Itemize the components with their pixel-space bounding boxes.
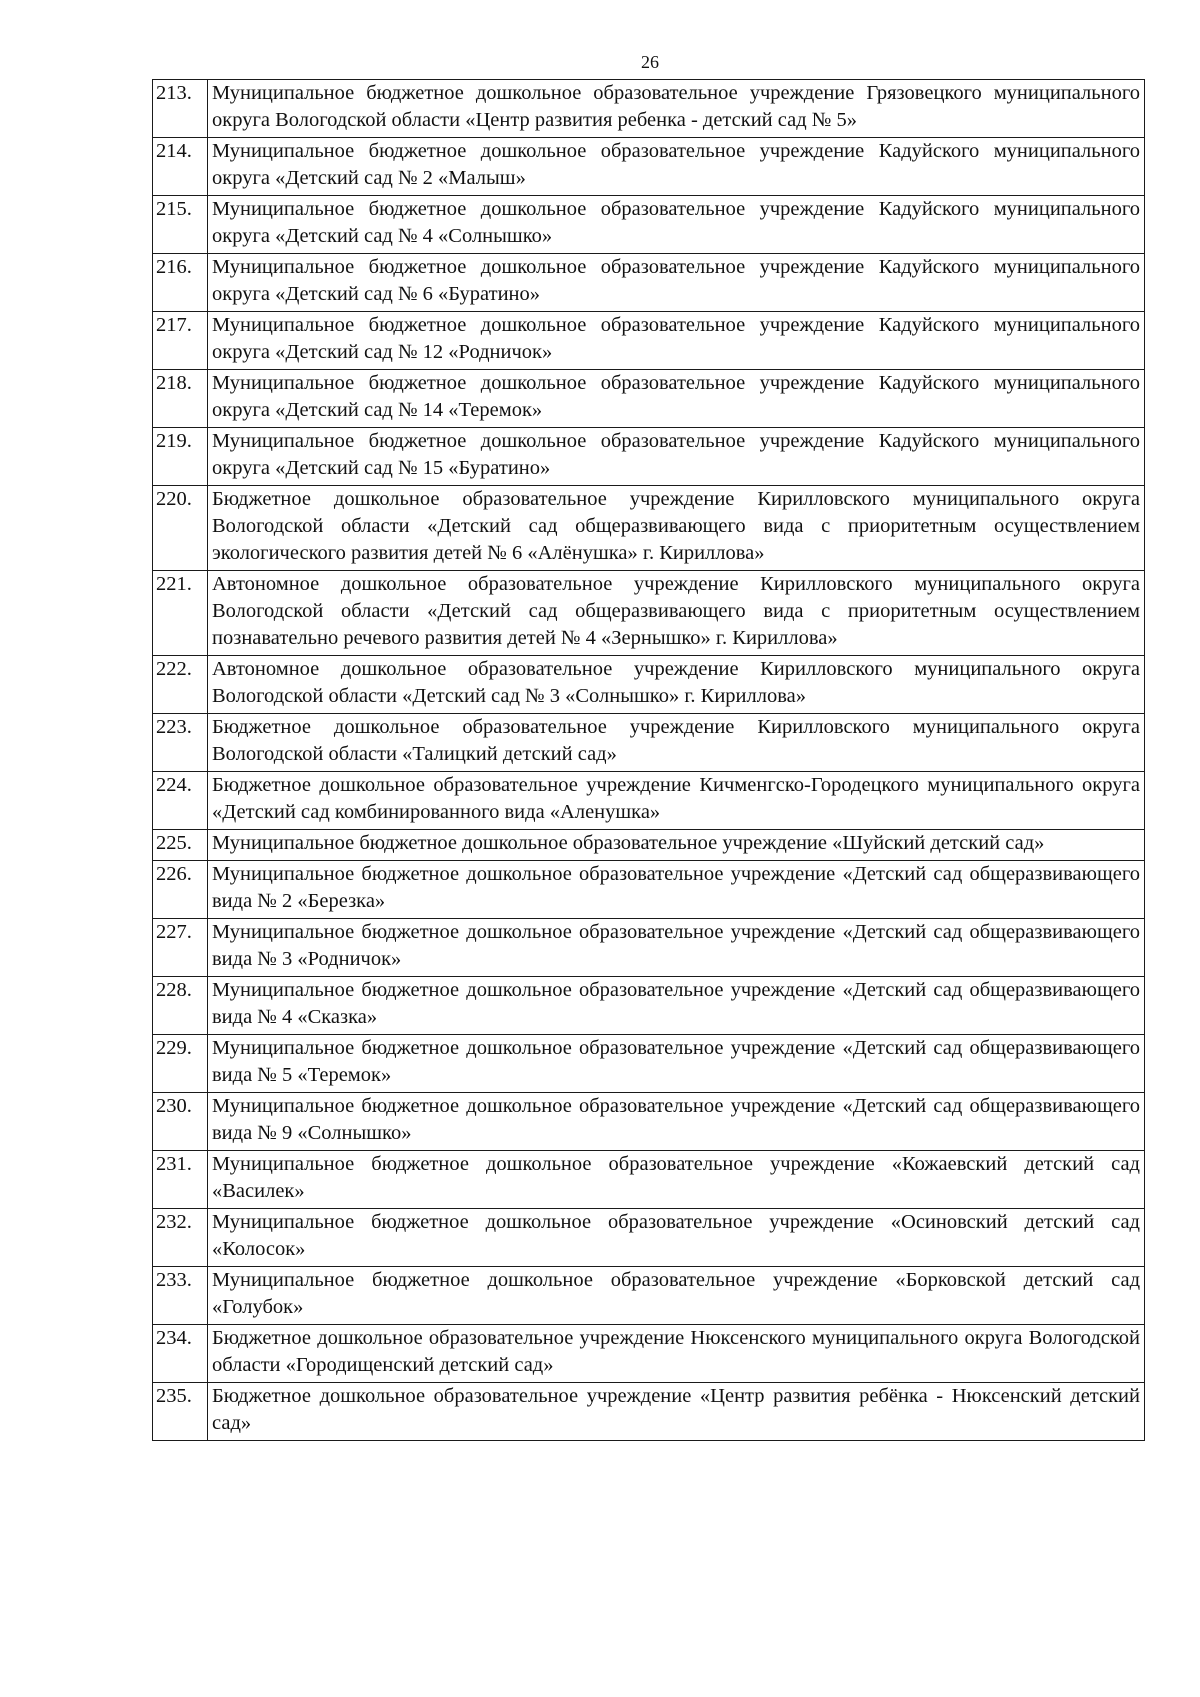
table-row [153, 919, 1145, 977]
institution-name: Бюджетное дошкольное образовательное учреждение Кирилловского муниципального округа Вологодской области «Детский сад общеразвивающего вида с приоритетным осуществлением экологического развития детей № 6 «Алёнушка» г. Кириллова» [208, 486, 1145, 571]
institution-name: Муниципальное бюджетное дошкольное образовательное учреждение Кадуйского муниципального округа «Детский сад № 12 «Родничок» [208, 312, 1145, 370]
table-row [153, 1093, 1145, 1151]
row-number: 220. [153, 486, 208, 571]
row-number: 219. [153, 428, 208, 486]
institution-name: Муниципальное бюджетное дошкольное образовательное учреждение Кадуйского муниципального округа «Детский сад № 15 «Буратино» [208, 428, 1145, 486]
row-number: 228. [153, 977, 208, 1035]
table-row [153, 80, 1145, 138]
row-number: 216. [153, 254, 208, 312]
row-number: 235. [153, 1383, 208, 1441]
table-row [153, 1035, 1145, 1093]
table-row [153, 1209, 1145, 1267]
table-row [153, 428, 1145, 486]
institution-name: Муниципальное бюджетное дошкольное образовательное учреждение «Детский сад общеразвивающего вида № 3 «Родничок» [208, 919, 1145, 977]
institution-name: Муниципальное бюджетное дошкольное образовательное учреждение «Детский сад общеразвивающего вида № 9 «Солнышко» [208, 1093, 1145, 1151]
table-row [153, 656, 1145, 714]
row-number: 232. [153, 1209, 208, 1267]
institution-name: Муниципальное бюджетное дошкольное образовательное учреждение Кадуйского муниципального округа «Детский сад № 4 «Солнышко» [208, 196, 1145, 254]
table-row [153, 571, 1145, 656]
row-number: 229. [153, 1035, 208, 1093]
row-number: 218. [153, 370, 208, 428]
row-number: 213. [153, 80, 208, 138]
institution-name: Муниципальное бюджетное дошкольное образовательное учреждение Грязовецкого муниципального округа Вологодской области «Центр развития ребенка - детский сад № 5» [208, 80, 1145, 138]
table-row [153, 138, 1145, 196]
row-number: 227. [153, 919, 208, 977]
table-row [153, 714, 1145, 772]
institution-name: Муниципальное бюджетное дошкольное образовательное учреждение «Кожаевский детский сад «Василек» [208, 1151, 1145, 1209]
row-number: 223. [153, 714, 208, 772]
table-row [153, 1267, 1145, 1325]
page-number: 26 [641, 52, 659, 72]
table-row [153, 312, 1145, 370]
institution-name: Муниципальное бюджетное дошкольное образовательное учреждение «Осиновский детский сад «Колосок» [208, 1209, 1145, 1267]
institution-name: Муниципальное бюджетное дошкольное образовательное учреждение «Детский сад общеразвивающего вида № 5 «Теремок» [208, 1035, 1145, 1093]
table-row [153, 1383, 1145, 1441]
table-row [153, 861, 1145, 919]
row-number: 224. [153, 772, 208, 830]
row-number: 222. [153, 656, 208, 714]
row-number: 234. [153, 1325, 208, 1383]
table-row [153, 254, 1145, 312]
institution-name: Бюджетное дошкольное образовательное учреждение Нюксенского муниципального округа Вологодской области «Городищенский детский сад» [208, 1325, 1145, 1383]
table-row [153, 977, 1145, 1035]
institution-name: Муниципальное бюджетное дошкольное образовательное учреждение «Шуйский детский сад» [208, 830, 1145, 861]
row-number: 214. [153, 138, 208, 196]
table-row [153, 486, 1145, 571]
institution-name: Муниципальное бюджетное дошкольное образовательное учреждение Кадуйского муниципального округа «Детский сад № 2 «Малыш» [208, 138, 1145, 196]
table-row [153, 1325, 1145, 1383]
institution-name: Муниципальное бюджетное дошкольное образовательное учреждение «Борковской детский сад «Голубок» [208, 1267, 1145, 1325]
row-number: 215. [153, 196, 208, 254]
institution-name: Муниципальное бюджетное дошкольное образовательное учреждение «Детский сад общеразвивающего вида № 2 «Березка» [208, 861, 1145, 919]
institution-name: Муниципальное бюджетное дошкольное образовательное учреждение «Детский сад общеразвивающего вида № 4 «Сказка» [208, 977, 1145, 1035]
row-number: 225. [153, 830, 208, 861]
institution-name: Муниципальное бюджетное дошкольное образовательное учреждение Кадуйского муниципального округа «Детский сад № 6 «Буратино» [208, 254, 1145, 312]
table-row [153, 1151, 1145, 1209]
row-number: 226. [153, 861, 208, 919]
institution-name: Бюджетное дошкольное образовательное учреждение Кичменгско-Городецкого муниципального округа «Детский сад комбинированного вида «Аленушка» [208, 772, 1145, 830]
institution-name: Бюджетное дошкольное образовательное учреждение Кирилловского муниципального округа Вологодской области «Талицкий детский сад» [208, 714, 1145, 772]
table-row [153, 196, 1145, 254]
institution-name: Автономное дошкольное образовательное учреждение Кирилловского муниципального округа Вологодской области «Детский сад общеразвивающего вида с приоритетным осуществлением познавательно речевого развития детей № 4 «Зернышко» г. Кириллова» [208, 571, 1145, 656]
table-row [153, 772, 1145, 830]
row-number: 230. [153, 1093, 208, 1151]
institution-name: Бюджетное дошкольное образовательное учреждение «Центр развития ребёнка - Нюксенский детский сад» [208, 1383, 1145, 1441]
institutions-table [152, 79, 1145, 1441]
institution-name: Автономное дошкольное образовательное учреждение Кирилловского муниципального округа Вологодской области «Детский сад № 3 «Солнышко» г. Кириллова» [208, 656, 1145, 714]
row-number: 233. [153, 1267, 208, 1325]
row-number: 217. [153, 312, 208, 370]
table-row [153, 370, 1145, 428]
row-number: 221. [153, 571, 208, 656]
row-number: 231. [153, 1151, 208, 1209]
table-row [153, 830, 1145, 861]
institution-name: Муниципальное бюджетное дошкольное образовательное учреждение Кадуйского муниципального округа «Детский сад № 14 «Теремок» [208, 370, 1145, 428]
